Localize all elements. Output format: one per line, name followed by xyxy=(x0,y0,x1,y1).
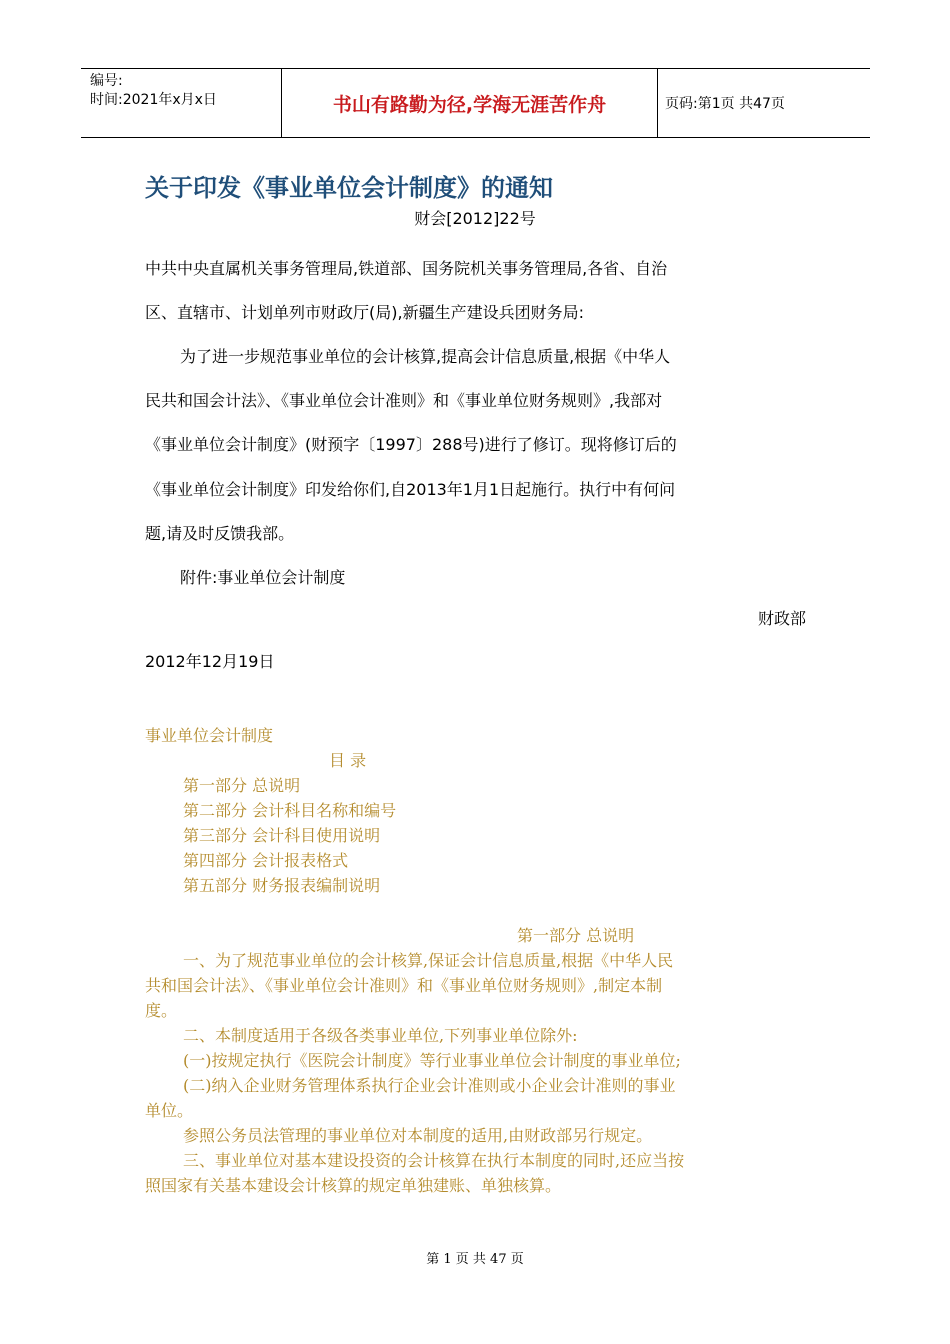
toc-doc-title: 事业单位会计制度 xyxy=(145,726,274,745)
part1-line: (一)按规定执行《医院会计制度》等行业事业单位会计制度的事业单位; xyxy=(183,1051,681,1070)
toc-heading: 目 录 xyxy=(329,751,367,770)
toc-item[interactable]: 第三部分 会计科目使用说明 xyxy=(183,826,381,845)
notice-line: 《事业单位会计制度》印发给你们,自2013年1月1日起施行。执行中有何问 xyxy=(145,480,676,499)
header-meta xyxy=(81,69,281,137)
part1-line: (二)纳入企业财务管理体系执行企业会计准则或小企业会计准则的事业 xyxy=(183,1076,676,1095)
part1-line: 三、事业单位对基本建设投资的会计核算在执行本制度的同时,还应当按 xyxy=(183,1151,685,1170)
notice-line: 题,请及时反馈我部。 xyxy=(145,524,295,543)
notice-line: 中共中央直属机关事务管理局,铁道部、国务院机关事务管理局,各省、自治 xyxy=(145,259,668,278)
part1-line: 共和国会计法》、《事业单位会计准则》和《事业单位财务规则》,制定本制 xyxy=(145,976,663,995)
part1-line: 参照公务员法管理的事业单位对本制度的适用,由财政部另行规定。 xyxy=(183,1126,653,1145)
attachment-line: 附件:事业单位会计制度 xyxy=(180,568,346,587)
toc-item[interactable]: 第四部分 会计报表格式 xyxy=(183,851,349,870)
part1-line: 照国家有关基本建设会计核算的规定单独建账、单独核算。 xyxy=(145,1176,562,1195)
header-motto: 书山有路勤为径,学海无涯苦作舟 xyxy=(332,93,607,116)
header-divider-right xyxy=(657,69,658,137)
toc-item[interactable]: 第一部分 总说明 xyxy=(183,776,301,795)
part1-line: 单位。 xyxy=(145,1101,194,1120)
notice-title: 关于印发《事业单位会计制度》的通知 xyxy=(145,174,553,202)
code-label: 编号: xyxy=(90,73,123,89)
part1-line: 二、本制度适用于各级各类事业单位,下列事业单位除外: xyxy=(183,1026,578,1045)
notice-line: 《事业单位会计制度》(财预字〔1997〕288号)进行了修订。现将修订后的 xyxy=(145,435,677,454)
notice-line: 为了进一步规范事业单位的会计核算,提高会计信息质量,根据《中华人 xyxy=(180,347,671,366)
doc-number: 财会[2012]22号 xyxy=(414,209,536,228)
notice-date: 2012年12月19日 xyxy=(145,652,275,671)
part1-line: 一、为了规范事业单位的会计核算,保证会计信息质量,根据《中华人民 xyxy=(183,951,674,970)
notice-line: 民共和国会计法》、《事业单位会计准则》和《事业单位财务规则》,我部对 xyxy=(145,391,663,410)
part1-line: 度。 xyxy=(145,1001,178,1020)
toc-item[interactable]: 第二部分 会计科目名称和编号 xyxy=(183,801,397,820)
time-line: 时间:2021年x月x日 xyxy=(90,92,217,108)
part1-heading: 第一部分 总说明 xyxy=(517,926,635,945)
page-header xyxy=(81,68,870,138)
page-footer: 第 1 页 共 47 页 xyxy=(426,1252,524,1267)
signer: 财政部 xyxy=(757,609,806,628)
notice-line: 区、直辖市、计划单列市财政厅(局),新疆生产建设兵团财务局: xyxy=(145,303,584,322)
header-page-info: 页码:第1页 共47页 xyxy=(665,96,785,112)
toc-item[interactable]: 第五部分 财务报表编制说明 xyxy=(183,876,381,895)
